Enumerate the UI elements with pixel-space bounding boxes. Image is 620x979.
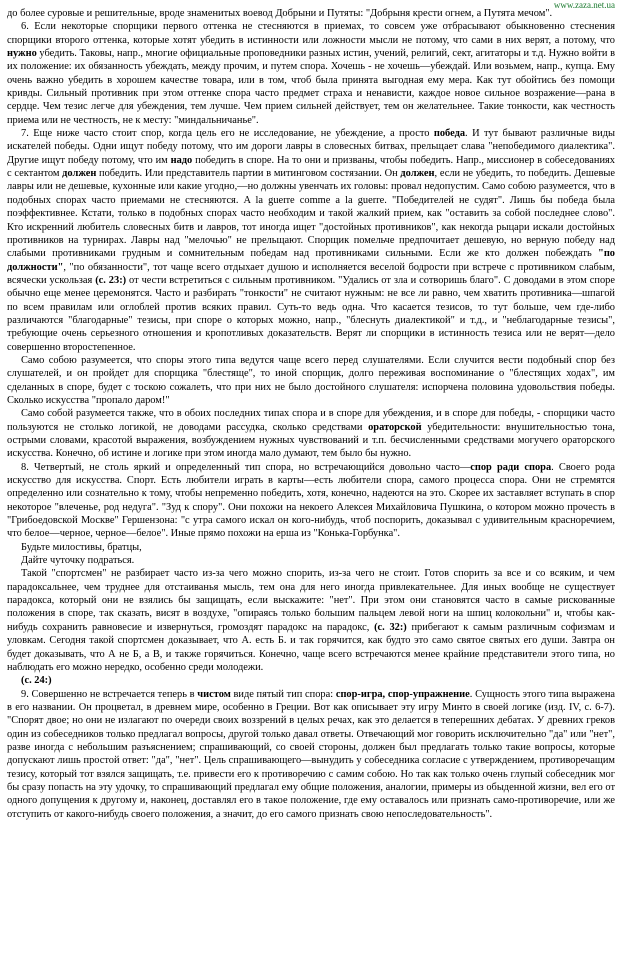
paragraph <box>7 461 615 541</box>
paragraph-text: виде пятый тип спора: <box>230 688 336 700</box>
verse-line <box>7 554 615 567</box>
paragraph-text: прибегают к самым различным софизмам и уловкам. Сегодня такой спортсмен доказывает, что А. есть Б. и так горячится, как будто это само святое святых его души. Завтра он будет доказывать, что А не Б, а В, и также горячиться. Конечно, чаще всего встречаются менее крайние представители этого типа, но наблюдать его можно нередко, особенно среди молодежи. <box>7 621 615 673</box>
paragraph <box>7 567 615 674</box>
emphasis-text: должен <box>400 168 435 180</box>
emphasis-text: ораторской <box>368 421 422 433</box>
paragraph-text: 7. Еще ниже часто стоит спор, когда цель его не исследование, не убеждение, а просто <box>21 128 434 140</box>
site-url-link[interactable]: www.zaza.net.ua <box>553 0 615 10</box>
paragraph-text: . Своего рода искусство для искусства. Спорт. Есть любители играть в карты—есть любители спора, самого процесса спора. Они не стремятся определенно или сознательно к тому, чтобы непременно победить, хотя, конечно, надеются на это. Скорее их заставляет вступать в спор некоторое "влеченье, род недуга". "Зуд к спору". Они похожи на некоего Алексея Михайловича Пушкина, о котором можно прочесть в "Грибоедовской Москве" Гершензона: "с утра самого искал он кого-нибудь, чтоб поспорить, доказывал с удивительным красноречием, что белое—черное, черное—белое". Иные прямо похожи на ерша из "Конька-Горбунка". <box>7 461 615 540</box>
paragraph-text: победить. Или представитель партии в митинговом состязании. Он <box>96 168 401 180</box>
paragraph-text: Такой "спортсмен" не разбирает часто из-за чего можно спорить, из-за чего не стоит. Готов спорить за все и со всяким, и чем парадоксальнее, чем труднее для отстаиванья мысль, тем она для него иногда привлекательнее. Для иных вообще не существует парадокса, который они не взялись бы защищать, если выскажите: "нет". При этом они становятся часто в самые рискованные положения в споре, так сказать, висят в воздухе, "опираясь только большим пальцем левой ноги на шпиц колокольни" и, чтобы как-нибудь сохранить равновесие и извернуться, громоздят парадокс на парадокс, <box>7 568 615 633</box>
paragraph-text: 6. Если некоторые спорщики первого оттенка не стесняются в приемах, то совсем уже отбрасывают обыкновенно стеснения спорщики второго оттенка, которые хотят убедить в истинности или ложности мысли не потому, что сами в них верят, а потому, что <box>7 21 615 46</box>
paragraph <box>7 688 615 821</box>
paragraph-text: . И тут бывают различные виды искателей победы. Одни ищут победу потому, что им дороги лавры в словесных битвах, прельщает слава "непобедимого диалектика". Другие ищут победу потому, что им <box>7 128 615 166</box>
emphasis-text: (с. 23:) <box>95 274 127 286</box>
paragraph-text: от чести встретиться с сильным противником. "Удались от зла и сотворишь благо". С доводами в этом споре обычно еще менее церемонятся. Часто и разбирать "тонкости" не считают нужным: не все ли равно, чем хватить противника—шпагой по всем правилам или оглоблей против всяких правил. Суть-то ведь одна. Что касается тезисов, то тут больше, чем где-либо различаются "благодарные" тезисы, при споре о которых можно, напр., "блеснуть диалектикой" и т.д., и "неблагодарные тезисы", требующие очень серьезного отношения и кропотливых доказательств. Верят ли спорщики в истинность тезиса или не верят—дело совершенно второстепенное. <box>7 274 615 353</box>
verse-line <box>7 541 615 554</box>
emphasis-text: нужно <box>7 48 37 60</box>
emphasis-text: спор ради спора <box>470 461 552 473</box>
paragraph-text: , если не убедить, то победить. Дешевые лавры или не дешевые, кухонные или какие угодно,—но должны увенчать их головы: провал недопустим. Само собою разумеется, что в подобных спорах часто приемами не стесняются. A la guerre comme a la guerre. "Победителей не судят". Лишь бы победа была поэффективнее. Кстати, только в подобных спорах часто необходим и такой жалкий прием, как "оставить за собой последнее слово". Кто искренний любитель словесных битв и лавров, тот иногда ищет "достойных противников", как некогда рыцари искали достойных противников на турнирах. Лавры над "мелочью" не прельщают. Спорщик помельче предпочитает дешевую, но верную победу над слабыми противниками грудным и сомнительным победам над противниками сильными. Если же кто должен побеждать <box>7 168 615 260</box>
paragraph-text: победить в споре. На то они и призваны, чтобы победить. Напр., миссионер в собеседованиях с сектантом <box>7 154 615 180</box>
paragraph <box>7 127 615 354</box>
paragraph <box>7 7 615 20</box>
paragraph-text: Само собою разумеется, что споры этого типа ведутся чаще всего перед слушателями. Если случится вести подобный спор без слушателей, и он пройдет для спорщика "блестяще", то иной спорщик, долго переживая воспоминание о "блестящих ходах", им сделанных в споре, будет с тоскою сожалеть, что при них не было достойного слушателя: испорчена половина удовольствия победы. Сколько искусства "пропало даром!" <box>7 354 615 406</box>
paragraph-text: Дайте чуточку подраться. <box>21 555 135 567</box>
emphasis-text: чистом <box>197 688 231 700</box>
emphasis-text: "по должности" <box>7 248 615 273</box>
emphasis-text: победа <box>433 128 466 140</box>
paragraph <box>7 354 615 407</box>
paragraph <box>7 674 615 687</box>
emphasis-text: должен <box>62 168 97 180</box>
paragraph-text: 9. Совершенно не встречается теперь в <box>21 688 198 700</box>
emphasis-text: спор-игра, спор-упражнение <box>335 688 470 700</box>
emphasis-text: (с. 24:) <box>21 675 52 687</box>
paragraph-text: 8. Четвертый, не столь яркий и определенный тип спора, но встречающийся довольно часто— <box>21 461 471 473</box>
paragraph-text: убедить. Таковы, напр., многие официальные проповедники разных истин, учений, религий, сект, агитаторы и т.д. Нужно войти в их положение: их обязанность убеждать, между прочим, и путем спора. Хочешь - не хочешь—убеждай. Или возьмем, напр., купца. Ему очень важно убедить в хорошем качестве товара, или в том, чтоб была принята выгодная ему мера. Как тут обойтись без помощи кривды. Сильный противник при этом оттенке спора часто предмет страха и ненависти, каждое новое сильное возражение—рана в сердце. Чем тезис легче для убеждения, тем лучше. Чем прием сильней действует, тем он желательнее. Такие тонкости, как честность приема или не честность, не к месту: "миндальничанье". <box>7 48 615 126</box>
paragraph-text: до более суровые и решительные, вроде знаменитых воевод Добрыни и Путяты: "Добрыня крести огнем, а Путята мечом". <box>7 8 553 19</box>
paragraph <box>7 407 615 460</box>
document-page <box>7 7 615 977</box>
paragraph-text: , "по обязанности", тот чаще всего отдыхает душою и исполняется веселой бодрости при встрече с противником слабым, всячески ускользая <box>7 261 615 286</box>
paragraph-text: Само собой разумеется также, что в обоих последних типах спора и в споре для убеждения, и в споре для победы, - спорщики часто пользуются не столько логикой, не доводами рассудка, сколько средствами <box>7 408 615 433</box>
paragraph-text: Будьте милостивы, братцы, <box>21 541 142 553</box>
emphasis-text: надо <box>170 154 193 166</box>
paragraph <box>7 20 615 127</box>
paragraph-text: . Сущность этого типа выражена в его названии. Он процветал, в древнем мире, особенно в Греции. Вот как описывает эту игру Минто в своей логике (изд. IV, с. 6-7). "Спорят двое; но они не излагают по очереди своих воззрений в целых речах, как это делается в теперешних дебатах. У древних греков один из собеседников только предлагал вопросы, другой только давал ответы. Отвечающий мог говорить исключительно "да" или "нет", разве иногда с небольшим разъяснением; спрашивающий, со своей стороны, должен был предлагать только такие вопросы, которые допускают лишь простой ответ: "да", "нет". Цель спрашивающего—вынудить у собеседника согласие с утверждением, противоречащим тезису, который тот взялся защищать, т.е. привести его к противоречию с самим собою. Но так как только очень глупый собеседник мог бы сразу попасть на эту удочку, то спрашивающий предлагал ему общие положения, аналогии, примеры из обыденной жизни, вел его от одного допущения к другому и, наконец, доставлял его в такое положение, где ему оставалось или признать само-противоречие, или же отступить от какого-нибудь своего положения, а значит, до его самого признать свою непоследовательность". <box>7 688 615 820</box>
emphasis-text: (с. 32:) <box>374 621 407 633</box>
paragraph-text: убедительности: внушительностью тона, острыми словами, красотой выражения, возбуждением нужных чувствований и т.п. бесчисленными средствами могучего ораторского искусства. Конечно, об истине и логике при этом иногда мало думают, тем было бы нужно. <box>7 421 615 460</box>
